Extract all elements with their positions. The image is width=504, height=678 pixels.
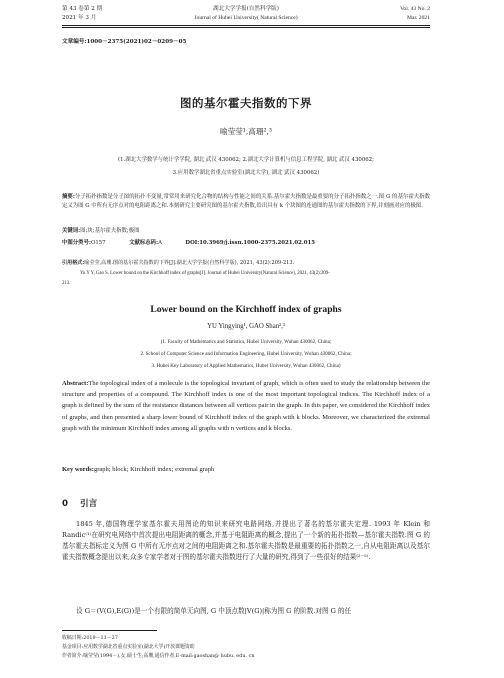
clc-label: 中图分类号: xyxy=(62,240,91,246)
footnote-received: 收稿日期:2019－11－27 xyxy=(62,635,118,641)
keywords-cn xyxy=(62,228,140,236)
affiliation-en-2: 2. School of Computer Science and Information Engineering, Hubei University, Wuhan 430062, China; xyxy=(140,351,352,357)
abstract-cn xyxy=(62,193,430,211)
citation-cn xyxy=(62,260,294,267)
citation-en-1: Yu Y Y, Gao S. Lower bound on the Kirchhoff index of graphs[J]. Journal of Hubei University(Natural Science), 2021, 43(2):209- xyxy=(80,271,330,276)
affiliation-cn-2: 3.应用数学湖北省重点实验室(湖北大学), 湖北 武汉 430062) xyxy=(172,170,320,176)
doi-value: DOI:10.3969/j.issn.1000-2375.2021.02.015 xyxy=(185,240,316,246)
header-volume: 第 43 卷第 2 期 xyxy=(62,6,103,12)
header-journal-en: Journal of Hubei University( Natural Science) xyxy=(194,15,298,21)
section-heading xyxy=(62,497,97,509)
citation-cn-text: 喻莹莹,高珊.图的基尔霍夫指数的下界[J].湖北大学学报(自然科学版), 2021, 43(2):209-213. xyxy=(84,260,295,266)
abstract-en-text: The topological index of a molecule is the topological invariant of graph, which is often used to study the relationship between the structure and properties of a compound. The Kirchhoff index is one of the most important topological indices. The Kirchhoff index of a graph is defined by the sum of the resistance distances between all vertices pair in the graph. In this paper, we considered the Kirchhoff index of graphs, and then presented a sharp lower bound of Kirchhoff index of the graph with k blocks. Moreover, we characterized the extremal graph with the minimum Kirchhoff index among all graphs with n vertices and k blocks. xyxy=(62,380,430,432)
keywords-cn-text: 图;块;基尔霍夫指数;极图 xyxy=(80,228,140,234)
title-en: Lower bound on the Kirchhoff index of graphs xyxy=(150,304,342,315)
article-number: 文章编号:1000－2375(2021)02－0209－05 xyxy=(62,39,187,45)
keywords-en-text: graph; block; Kirchhoff index; extremal graph xyxy=(93,466,215,473)
keywords-en xyxy=(62,466,214,473)
intro-paragraph-1: 1845 年,德国物理学家基尔霍夫用图论的知识来研究电路网络,并提出了著名的基尔霍夫定理. 1993 年 Klein 和 Randic⁽¹⁾在研究电网络中首次提出电阻距离的概念,并基于电阻距离的概念,提出了一个新的拓扑指数—基尔霍夫指数.图 G 的基尔霍夫指标定义为图 G 中所有无序点对之间的电阻距离之和.基尔霍夫指数是最重要的拓扑指数之一,自从电阻距离以及基尔霍夫指数概念提出以来,众多专家学者对于图的基尔霍夫指数进行了大量的研究,得到了一些很好的结果⁽²⁻⁵⁾. xyxy=(62,520,430,561)
title-cn: 图的基尔霍夫指数的下界 xyxy=(180,96,312,110)
affiliation-en-3: 3. Hubei Key Laboratory of Applied Mathematics, Hubei University, Wuhan 430062, China) xyxy=(151,363,341,369)
keywords-en-label: Key words: xyxy=(62,466,94,473)
header-month-en: Mar. 2021 xyxy=(407,15,430,21)
footnote-author: 作者简介:喻莹莹(1994－),女,硕士生;高珊,通信作者,E-mail:gaoshan@ hubu. edu. cn xyxy=(62,653,255,659)
abstract-cn-label: 摘要: xyxy=(62,194,75,200)
affiliation-cn-1: (1.湖北大学数学与统计学学院, 湖北 武汉 430062; 2.湖北大学计算机与信息工程学院, 湖北 武汉 430062; xyxy=(118,157,374,163)
citation-label: 引用格式: xyxy=(62,260,85,266)
footnote-rule xyxy=(62,630,157,631)
section-title: 引言 xyxy=(79,499,98,509)
authors-cn: 喻莹莹¹,高珊²,³ xyxy=(220,127,272,136)
affiliation-en-1: (1. Faculty of Mathematics and Statistics, Hubei University, Wuhan 430062, China; xyxy=(160,339,332,345)
header-date: 2021 年 3 月 xyxy=(62,15,97,21)
doc-code-label: 文献标志码: xyxy=(129,240,159,246)
intro-paragraph-2: 设 G＝(V(G),E(G))是一个有限的简单无向图, G 中顶点数|V(G)|称为图 G 的阶数.对图 G 的任 xyxy=(76,607,352,615)
header-rule-2 xyxy=(62,27,430,28)
authors-en: YU Yingying¹, GAO Shan²,³ xyxy=(207,323,285,330)
header-journal-cn: 湖北大学学报(自然科学版) xyxy=(213,6,279,12)
abstract-en-label: Abstract: xyxy=(62,380,89,387)
classification-line xyxy=(62,240,315,248)
keywords-cn-label: 关键词: xyxy=(62,228,81,234)
clc-value: O157 xyxy=(90,240,106,246)
citation-en-2: 213. xyxy=(62,281,71,286)
section-number: 0 xyxy=(62,499,68,509)
abstract-cn-text: 分子拓扑指数是分子图的拓扑不变量,常常用来研究化合物的结构与性能之间的关系.基尔霍夫指数是最重要的分子拓扑指数之一.图 G 的基尔霍夫指数定义为图 G 中所有无序点对的电阻距离之和.本刻研究主要研究图的基尔霍夫指数,给出具有 k 个块图的连通图的基尔霍夫指数的下界,并刻画对应的极图. xyxy=(62,194,430,209)
doc-code-value: A xyxy=(158,240,162,246)
header-volume-en: Vol. 43 No. 2 xyxy=(400,6,430,12)
abstract-en xyxy=(62,378,430,434)
footnote-fund: 基金项目:应用数学湖北省重点实验室(湖北大学)开放课题资助 xyxy=(62,644,195,650)
